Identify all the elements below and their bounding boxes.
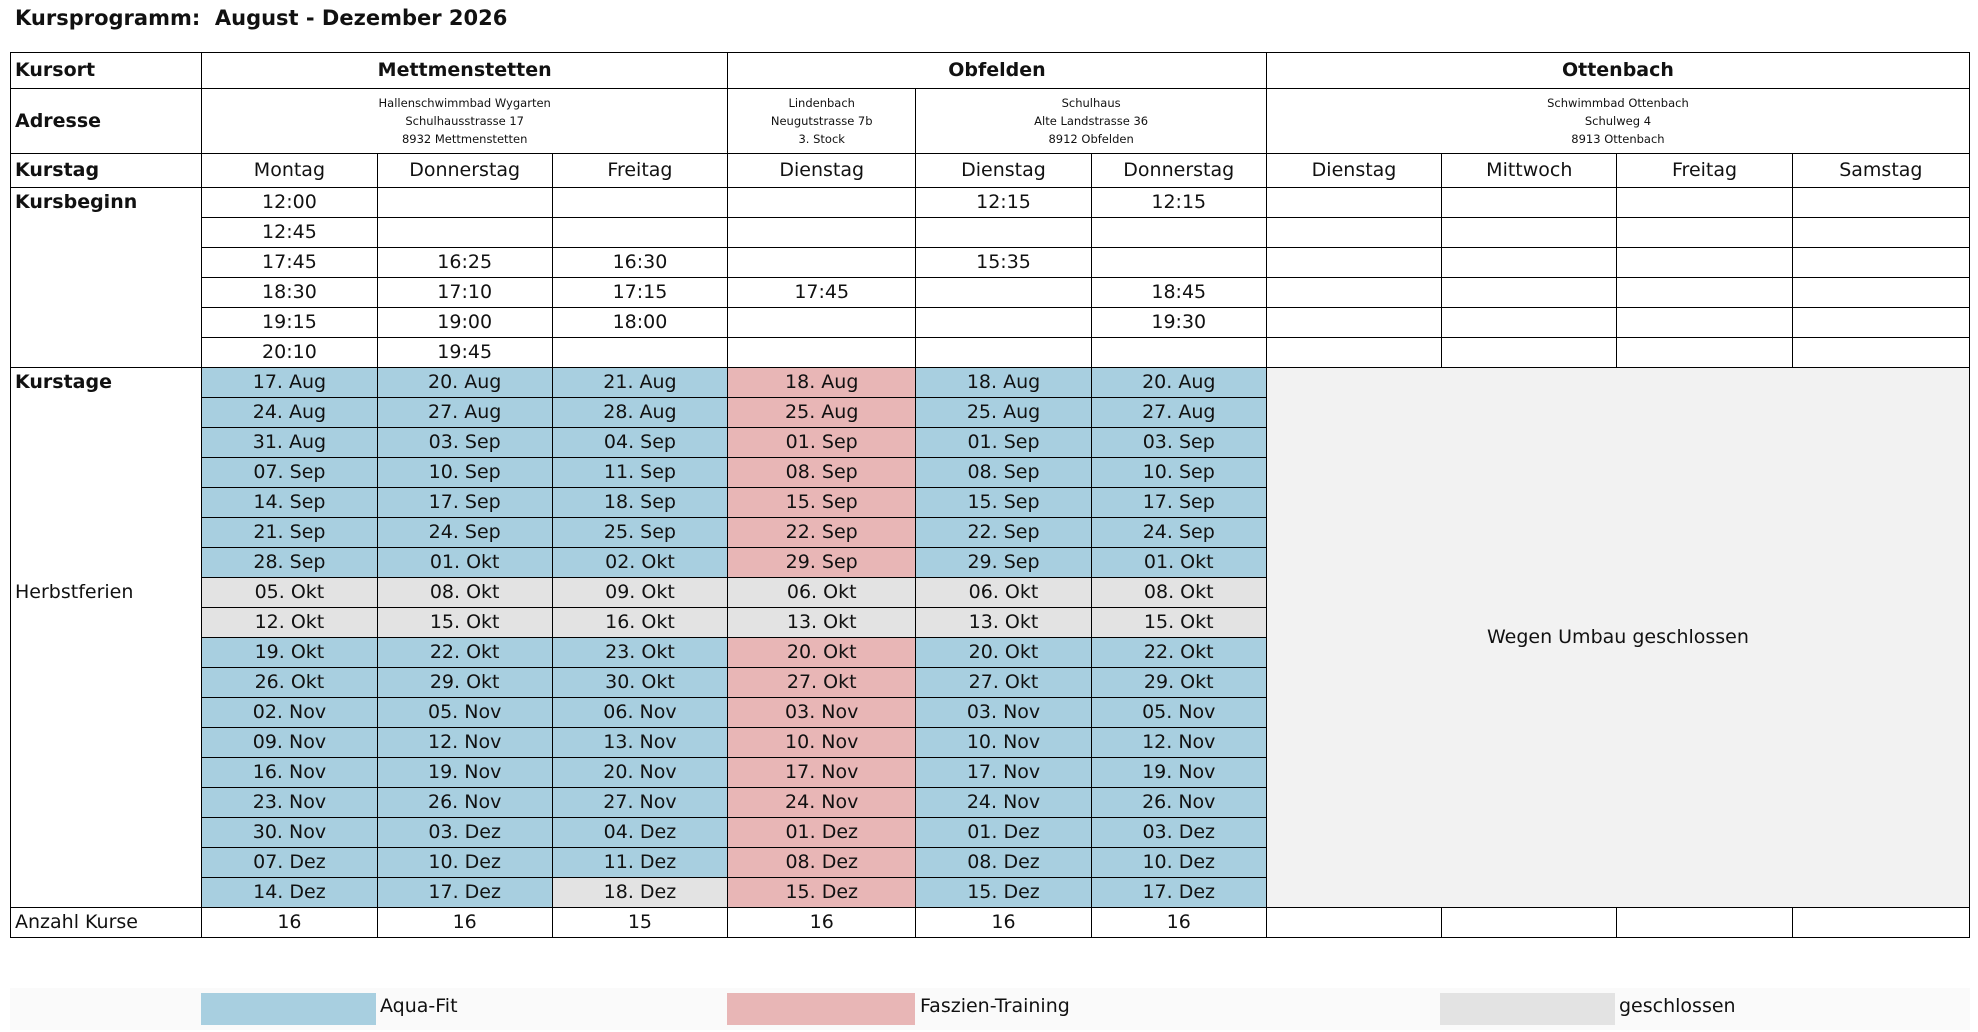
address-line: 8932 Mettmenstetten <box>401 132 528 146</box>
label-adresse: Adresse <box>11 89 202 154</box>
label-cell <box>11 788 202 818</box>
course-date-cell[interactable]: 28. Sep <box>202 548 377 578</box>
start-time-cell[interactable]: 17:45 <box>202 248 377 278</box>
course-date-cell[interactable]: 05. Nov <box>1091 698 1266 728</box>
location-obfelden[interactable]: Obfelden <box>728 53 1267 89</box>
course-date-cell[interactable]: 22. Sep <box>916 518 1091 548</box>
address-line: 8913 Ottenbach <box>1571 132 1665 146</box>
row-adresse <box>11 89 1970 154</box>
course-date-cell[interactable]: 15. Dez <box>728 878 916 908</box>
course-date-cell[interactable]: 11. Dez <box>552 848 727 878</box>
course-date-cell[interactable]: 16. Nov <box>202 758 377 788</box>
empty-cell[interactable] <box>1792 188 1969 218</box>
start-time-cell[interactable]: 12:45 <box>202 218 377 248</box>
course-count-cell[interactable] <box>1266 908 1441 938</box>
course-count-cell[interactable]: 16 <box>377 908 552 938</box>
course-date-cell[interactable]: 15. Sep <box>728 488 916 518</box>
course-date-cell[interactable]: 04. Dez <box>552 818 727 848</box>
label-cell <box>11 338 202 368</box>
label-kurstage: Kurstage <box>11 368 202 398</box>
start-time-cell[interactable] <box>552 338 727 368</box>
address-line: Lindenbach <box>788 96 855 110</box>
course-date-cell[interactable]: 03. Sep <box>377 428 552 458</box>
course-date-cell[interactable]: 05. Nov <box>377 698 552 728</box>
start-time-cell[interactable]: 12:15 <box>1091 188 1266 218</box>
course-date-cell[interactable]: 10. Nov <box>916 728 1091 758</box>
start-time-cell[interactable]: 17:15 <box>552 278 727 308</box>
course-date-cell[interactable]: 03. Dez <box>377 818 552 848</box>
address-line: 8912 Obfelden <box>1048 132 1134 146</box>
label-cell <box>11 728 202 758</box>
course-date-cell[interactable]: 08. Dez <box>916 848 1091 878</box>
label-cell <box>11 458 202 488</box>
course-date-cell[interactable]: 08. Okt <box>377 578 552 608</box>
course-date-cell[interactable]: 01. Okt <box>1091 548 1266 578</box>
course-date-cell[interactable]: 06. Nov <box>552 698 727 728</box>
start-time-cell[interactable] <box>552 218 727 248</box>
empty-cell[interactable] <box>1266 308 1441 338</box>
course-date-cell[interactable]: 23. Nov <box>202 788 377 818</box>
course-date-cell[interactable]: 23. Okt <box>552 638 727 668</box>
course-date-cell[interactable]: 17. Nov <box>728 758 916 788</box>
course-date-cell[interactable]: 01. Dez <box>916 818 1091 848</box>
course-date-cell[interactable]: 26. Nov <box>377 788 552 818</box>
course-date-cell[interactable]: 08. Sep <box>728 458 916 488</box>
course-date-cell[interactable]: 15. Dez <box>916 878 1091 908</box>
empty-cell[interactable] <box>1617 338 1792 368</box>
start-time-cell[interactable] <box>916 218 1091 248</box>
empty-cell[interactable] <box>1617 278 1792 308</box>
empty-cell[interactable] <box>1792 218 1969 248</box>
label-cell <box>11 848 202 878</box>
course-date-cell[interactable]: 24. Nov <box>916 788 1091 818</box>
start-time-cell[interactable] <box>1091 248 1266 278</box>
course-date-cell[interactable]: 06. Okt <box>916 578 1091 608</box>
row-start-time <box>11 278 1970 308</box>
start-time-cell[interactable]: 16:30 <box>552 248 727 278</box>
course-date-cell[interactable]: 29. Okt <box>1091 668 1266 698</box>
address-ottenbach[interactable] <box>1266 89 1969 154</box>
course-date-cell[interactable]: 18. Sep <box>552 488 727 518</box>
label-cell <box>11 698 202 728</box>
label-cell <box>11 668 202 698</box>
row-start-time <box>11 218 1970 248</box>
empty-cell[interactable] <box>1792 248 1969 278</box>
start-time-cell[interactable] <box>552 188 727 218</box>
legend-label-closed: geschlossen <box>1619 995 1736 1017</box>
day-header[interactable]: Dienstag <box>1266 154 1441 188</box>
address-line: Hallenschwimmbad Wygarten <box>378 96 551 110</box>
course-date-cell[interactable]: 03. Nov <box>728 698 916 728</box>
address-obfelden-schulhaus[interactable] <box>916 89 1267 154</box>
course-date-cell[interactable]: 11. Sep <box>552 458 727 488</box>
course-date-cell[interactable]: 29. Sep <box>728 548 916 578</box>
day-header[interactable]: Mittwoch <box>1442 154 1617 188</box>
course-date-cell[interactable]: 29. Sep <box>916 548 1091 578</box>
course-count-cell[interactable]: 15 <box>552 908 727 938</box>
legend-swatch-fasz <box>727 993 915 1025</box>
course-date-cell[interactable]: 09. Nov <box>202 728 377 758</box>
start-time-cell[interactable] <box>916 338 1091 368</box>
course-date-cell[interactable]: 14. Dez <box>202 878 377 908</box>
start-time-cell[interactable]: 19:45 <box>377 338 552 368</box>
course-date-cell[interactable]: 27. Okt <box>728 668 916 698</box>
day-header[interactable]: Samstag <box>1792 154 1969 188</box>
course-date-cell[interactable]: 17. Aug <box>202 368 377 398</box>
start-time-cell[interactable] <box>377 188 552 218</box>
row-course-date <box>11 368 1970 398</box>
empty-cell[interactable] <box>1617 188 1792 218</box>
empty-cell[interactable] <box>1617 308 1792 338</box>
course-date-cell[interactable]: 15. Okt <box>377 608 552 638</box>
empty-cell[interactable] <box>1266 218 1441 248</box>
course-date-cell[interactable]: 04. Sep <box>552 428 727 458</box>
course-date-cell[interactable]: 15. Okt <box>1091 608 1266 638</box>
start-time-cell[interactable] <box>728 338 916 368</box>
course-date-cell[interactable]: 08. Sep <box>916 458 1091 488</box>
course-date-cell[interactable]: 03. Sep <box>1091 428 1266 458</box>
empty-cell[interactable] <box>1442 218 1617 248</box>
day-header[interactable]: Donnerstag <box>377 154 552 188</box>
row-kursort <box>11 53 1970 89</box>
course-date-cell[interactable]: 27. Aug <box>377 398 552 428</box>
page-title: Kursprogramm: August - Dezember 2026 <box>15 6 508 30</box>
row-kurstag <box>11 154 1970 188</box>
course-date-cell[interactable]: 28. Aug <box>552 398 727 428</box>
start-time-cell[interactable]: 19:30 <box>1091 308 1266 338</box>
course-date-cell[interactable]: 20. Okt <box>916 638 1091 668</box>
label-cell <box>11 248 202 278</box>
course-date-cell[interactable]: 10. Sep <box>377 458 552 488</box>
start-time-cell[interactable] <box>1091 218 1266 248</box>
row-start-time <box>11 248 1970 278</box>
course-date-cell[interactable]: 10. Sep <box>1091 458 1266 488</box>
course-date-cell[interactable]: 25. Aug <box>728 398 916 428</box>
start-time-cell[interactable]: 18:45 <box>1091 278 1266 308</box>
course-date-cell[interactable]: 12. Nov <box>1091 728 1266 758</box>
label-cell <box>11 278 202 308</box>
start-time-cell[interactable]: 17:10 <box>377 278 552 308</box>
course-date-cell[interactable]: 03. Nov <box>916 698 1091 728</box>
course-date-cell[interactable]: 19. Nov <box>377 758 552 788</box>
start-time-cell[interactable] <box>728 188 916 218</box>
empty-cell[interactable] <box>1442 338 1617 368</box>
row-start-time <box>11 188 1970 218</box>
start-time-cell[interactable]: 19:00 <box>377 308 552 338</box>
empty-cell[interactable] <box>1617 218 1792 248</box>
empty-cell[interactable] <box>1442 188 1617 218</box>
course-date-cell[interactable]: 10. Nov <box>728 728 916 758</box>
address-line: Neugutstrasse 7b <box>770 114 873 128</box>
course-date-cell[interactable]: 14. Sep <box>202 488 377 518</box>
label-cell <box>11 428 202 458</box>
course-date-cell[interactable]: 17. Dez <box>1091 878 1266 908</box>
label-kursbeginn: Kursbeginn <box>11 188 202 218</box>
start-time-cell[interactable]: 18:00 <box>552 308 727 338</box>
start-time-cell[interactable] <box>728 248 916 278</box>
course-date-cell[interactable]: 20. Aug <box>1091 368 1266 398</box>
row-start-time <box>11 338 1970 368</box>
course-date-cell[interactable]: 13. Okt <box>916 608 1091 638</box>
course-date-cell[interactable]: 02. Nov <box>202 698 377 728</box>
legend-label-aqua: Aqua-Fit <box>380 995 458 1017</box>
start-time-cell[interactable] <box>1091 338 1266 368</box>
course-date-cell[interactable]: 31. Aug <box>202 428 377 458</box>
course-date-cell[interactable]: 03. Dez <box>1091 818 1266 848</box>
course-count-cell[interactable]: 16 <box>202 908 377 938</box>
course-date-cell[interactable]: 27. Okt <box>916 668 1091 698</box>
empty-cell[interactable] <box>1266 248 1441 278</box>
row-start-time <box>11 308 1970 338</box>
location-ottenbach[interactable]: Ottenbach <box>1266 53 1969 89</box>
address-line: Schulhausstrasse 17 <box>405 114 524 128</box>
course-count-cell[interactable]: 16 <box>728 908 916 938</box>
course-date-cell[interactable]: 07. Dez <box>202 848 377 878</box>
course-date-cell[interactable]: 01. Sep <box>916 428 1091 458</box>
course-date-cell[interactable]: 20. Aug <box>377 368 552 398</box>
course-date-cell[interactable]: 18. Aug <box>728 368 916 398</box>
course-date-cell[interactable]: 25. Sep <box>552 518 727 548</box>
course-date-cell[interactable]: 07. Sep <box>202 458 377 488</box>
day-header[interactable]: Freitag <box>552 154 727 188</box>
empty-cell[interactable] <box>1442 278 1617 308</box>
label-cell <box>11 548 202 578</box>
day-header[interactable]: Freitag <box>1617 154 1792 188</box>
closed-notice: Wegen Umbau geschlossen <box>1266 368 1969 908</box>
course-date-cell[interactable]: 26. Nov <box>1091 788 1266 818</box>
course-date-cell[interactable]: 06. Okt <box>728 578 916 608</box>
empty-cell[interactable] <box>1617 248 1792 278</box>
address-line: Schulhaus <box>1061 96 1121 110</box>
course-date-cell[interactable]: 24. Aug <box>202 398 377 428</box>
start-time-cell[interactable]: 18:30 <box>202 278 377 308</box>
empty-cell[interactable] <box>1442 308 1617 338</box>
address-line: Schulweg 4 <box>1584 114 1652 128</box>
course-date-cell[interactable]: 15. Sep <box>916 488 1091 518</box>
course-date-cell[interactable]: 17. Nov <box>916 758 1091 788</box>
course-date-cell[interactable]: 27. Nov <box>552 788 727 818</box>
course-date-cell[interactable]: 10. Dez <box>377 848 552 878</box>
course-date-cell[interactable]: 02. Okt <box>552 548 727 578</box>
label-cell <box>11 758 202 788</box>
label-cell <box>11 608 202 638</box>
course-count-cell[interactable]: 16 <box>1091 908 1266 938</box>
course-date-cell[interactable]: 26. Okt <box>202 668 377 698</box>
course-date-cell[interactable]: 10. Dez <box>1091 848 1266 878</box>
start-time-cell[interactable]: 17:45 <box>728 278 916 308</box>
course-date-cell[interactable]: 24. Sep <box>1091 518 1266 548</box>
course-date-cell[interactable]: 16. Okt <box>552 608 727 638</box>
address-line: Schwimmbad Ottenbach <box>1547 96 1689 110</box>
course-date-cell[interactable]: 08. Okt <box>1091 578 1266 608</box>
course-date-cell[interactable]: 25. Aug <box>916 398 1091 428</box>
empty-cell[interactable] <box>1792 308 1969 338</box>
course-date-cell[interactable]: 20. Okt <box>728 638 916 668</box>
start-time-cell[interactable] <box>728 308 916 338</box>
start-time-cell[interactable]: 20:10 <box>202 338 377 368</box>
course-count-cell[interactable] <box>1792 908 1969 938</box>
legend <box>10 993 1970 1025</box>
course-date-cell[interactable]: 05. Okt <box>202 578 377 608</box>
course-date-cell[interactable]: 01. Dez <box>728 818 916 848</box>
label-cell <box>11 398 202 428</box>
label-cell <box>11 488 202 518</box>
label-cell <box>11 818 202 848</box>
label-cell <box>11 638 202 668</box>
address-obfelden-lindenbach[interactable] <box>728 89 916 154</box>
course-date-cell[interactable]: 08. Dez <box>728 848 916 878</box>
course-date-cell[interactable]: 27. Aug <box>1091 398 1266 428</box>
label-kurstag: Kurstag <box>11 154 202 188</box>
label-cell <box>11 518 202 548</box>
course-date-cell[interactable]: 21. Sep <box>202 518 377 548</box>
empty-cell[interactable] <box>1266 338 1441 368</box>
start-time-cell[interactable] <box>916 278 1091 308</box>
course-date-cell[interactable]: 22. Sep <box>728 518 916 548</box>
course-date-cell[interactable]: 13. Okt <box>728 608 916 638</box>
course-date-cell[interactable]: 30. Okt <box>552 668 727 698</box>
location-mettmenstetten[interactable]: Mettmenstetten <box>202 53 728 89</box>
course-date-cell[interactable]: 13. Nov <box>552 728 727 758</box>
course-date-cell[interactable]: 12. Nov <box>377 728 552 758</box>
label-cell <box>11 308 202 338</box>
course-date-cell[interactable]: 29. Okt <box>377 668 552 698</box>
empty-cell[interactable] <box>1792 338 1969 368</box>
course-date-cell[interactable]: 19. Okt <box>202 638 377 668</box>
day-header[interactable]: Montag <box>202 154 377 188</box>
empty-cell[interactable] <box>1266 278 1441 308</box>
course-count-cell[interactable] <box>1617 908 1792 938</box>
start-time-cell[interactable]: 15:35 <box>916 248 1091 278</box>
empty-cell[interactable] <box>1442 248 1617 278</box>
course-date-cell[interactable]: 17. Dez <box>377 878 552 908</box>
day-header[interactable]: Dienstag <box>916 154 1091 188</box>
start-time-cell[interactable]: 19:15 <box>202 308 377 338</box>
course-date-cell[interactable]: 20. Nov <box>552 758 727 788</box>
row-anzahl-kurse <box>11 908 1970 938</box>
empty-cell[interactable] <box>1792 278 1969 308</box>
course-date-cell[interactable]: 17. Sep <box>377 488 552 518</box>
course-date-cell[interactable]: 21. Aug <box>552 368 727 398</box>
course-date-cell[interactable]: 01. Okt <box>377 548 552 578</box>
address-line: Alte Landstrasse 36 <box>1034 114 1149 128</box>
course-count-cell[interactable]: 16 <box>916 908 1091 938</box>
start-time-cell[interactable] <box>916 308 1091 338</box>
course-date-cell[interactable]: 01. Sep <box>728 428 916 458</box>
label-cell <box>11 878 202 908</box>
course-date-cell[interactable]: 17. Sep <box>1091 488 1266 518</box>
course-date-cell[interactable]: 22. Okt <box>1091 638 1266 668</box>
course-date-cell[interactable]: 24. Sep <box>377 518 552 548</box>
start-time-cell[interactable]: 12:00 <box>202 188 377 218</box>
start-time-cell[interactable] <box>377 218 552 248</box>
course-date-cell[interactable]: 12. Okt <box>202 608 377 638</box>
course-count-cell[interactable] <box>1442 908 1617 938</box>
course-date-cell[interactable]: 24. Nov <box>728 788 916 818</box>
legend-swatch-aqua <box>201 993 376 1025</box>
label-kursort: Kursort <box>11 53 202 89</box>
label-herbstferien: Herbstferien <box>11 578 202 608</box>
legend-label-fasz: Faszien-Training <box>920 995 1070 1017</box>
course-date-cell[interactable]: 18. Aug <box>916 368 1091 398</box>
course-schedule-table <box>10 52 1970 938</box>
course-date-cell[interactable]: 18. Dez <box>552 878 727 908</box>
start-time-cell[interactable]: 16:25 <box>377 248 552 278</box>
address-line: 3. Stock <box>798 132 845 146</box>
start-time-cell[interactable]: 12:15 <box>916 188 1091 218</box>
course-date-cell[interactable]: 22. Okt <box>377 638 552 668</box>
course-date-cell[interactable]: 09. Okt <box>552 578 727 608</box>
address-mettmenstetten[interactable] <box>202 89 728 154</box>
label-anzahl-kurse: Anzahl Kurse <box>11 908 202 938</box>
day-header[interactable]: Donnerstag <box>1091 154 1266 188</box>
label-cell <box>11 218 202 248</box>
course-date-cell[interactable]: 30. Nov <box>202 818 377 848</box>
legend-swatch-closed <box>1440 993 1615 1025</box>
day-header[interactable]: Dienstag <box>728 154 916 188</box>
course-date-cell[interactable]: 19. Nov <box>1091 758 1266 788</box>
start-time-cell[interactable] <box>728 218 916 248</box>
empty-cell[interactable] <box>1266 188 1441 218</box>
